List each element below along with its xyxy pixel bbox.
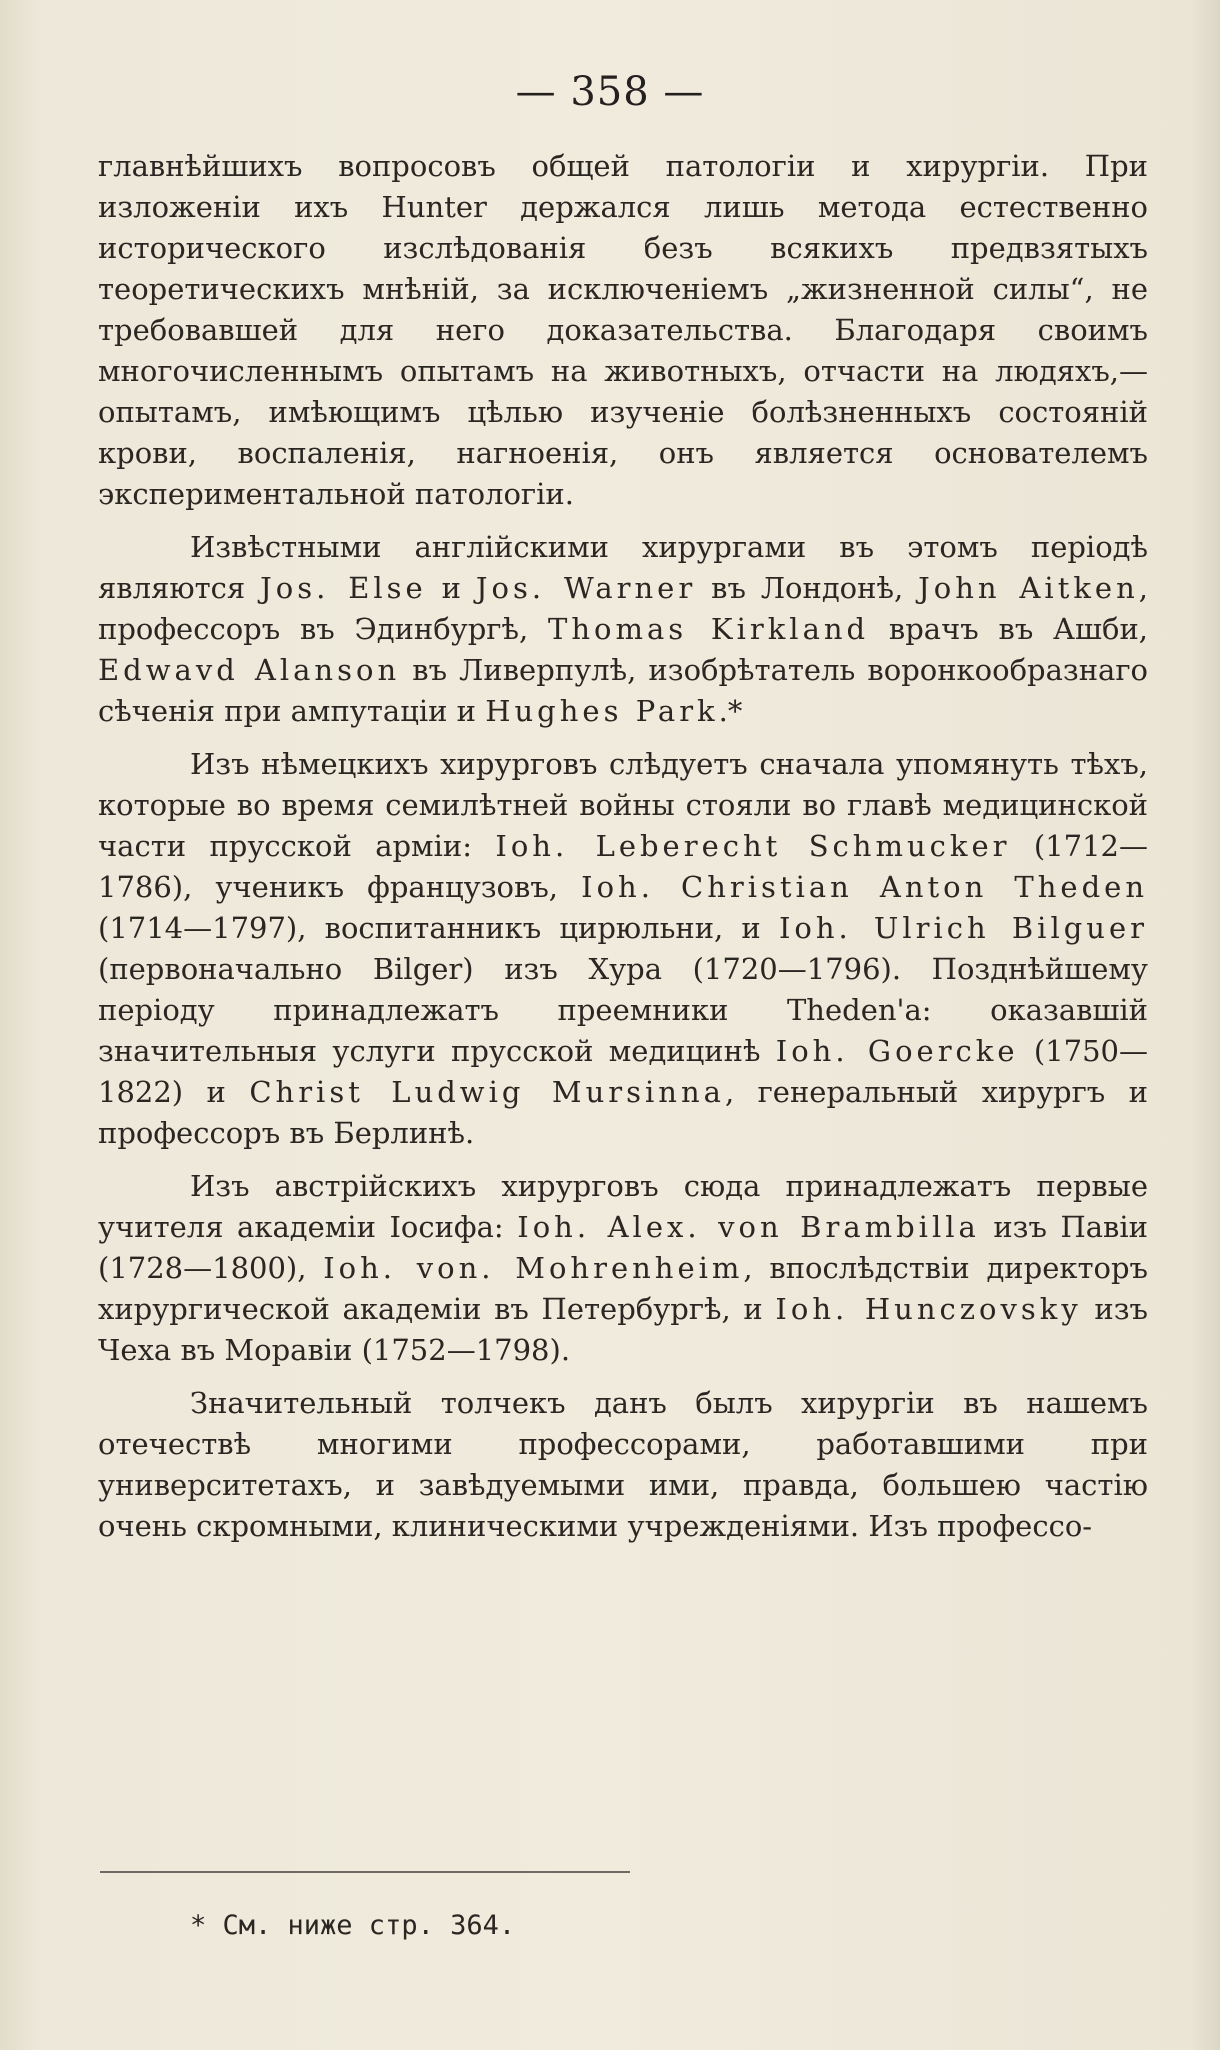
text-run: (1712—1786), ученикъ французовъ, (98, 829, 1148, 904)
proper-name: Ioh. Leberecht Schmucker (495, 829, 1011, 863)
text-run: , впослѣдствіи директоръ хирургической академіи въ Петербургѣ, и (98, 1251, 1149, 1326)
proper-name: Ioh. Ulrich Bilguer (778, 911, 1148, 945)
text-run: (1750—1822) и (98, 1034, 1148, 1109)
text-run: (1714—1797), воспитанникъ цирюльни, и (98, 911, 779, 945)
proper-name: Ioh. Hunczovsky (775, 1292, 1082, 1326)
proper-name: Thomas Kirkland (548, 612, 870, 646)
footnote-divider (100, 1871, 630, 1873)
page-number: — 358 — (515, 69, 705, 115)
text-run: и (426, 571, 476, 605)
proper-name: Jos. Warner (475, 571, 697, 605)
text-run: (первоначально Bilger) изъ Хура (1720—1796). Позднѣйшему періоду принадлежатъ преемники Theden'а: оказавшій значительныя услуги прусской медицинѣ (98, 952, 1148, 1068)
footnote: * См. ниже стр. 364. (190, 1910, 516, 1941)
proper-name: John Aitken (918, 571, 1139, 605)
text-run: изъ Павіи (1728—1800), (98, 1210, 1148, 1285)
text-run: изъ Чеха въ Моравіи (1752—1798). (98, 1292, 1148, 1367)
text-run: .* (718, 694, 743, 728)
paragraph (98, 1383, 1148, 1547)
proper-name: Jos. Else (260, 571, 427, 605)
text-run: , генеральный хирургъ и профессоръ въ Берлинѣ. (98, 1075, 1148, 1150)
body-text (98, 146, 1148, 1547)
proper-name: Ioh. Alex. von Brambilla (517, 1210, 980, 1244)
text-run: въ Лондонѣ, (696, 571, 919, 605)
proper-name: Hughes Park (485, 694, 719, 728)
proper-name: Edwavd Alanson (98, 653, 401, 687)
text-run: Извѣстными англійскими хирургами въ этомъ періодѣ являются (98, 530, 1148, 605)
text-run: главнѣйшихъ вопросовъ общей патологіи и хирургіи. При изложеніи ихъ Hunter держался лишь метода естественно исторического изслѣдованія безъ всякихъ предвзятыхъ теоретическихъ мнѣній, за исключеніемъ „жизненной силы“, не требовавшей для него доказательства. Благодаря своимъ многочисленнымъ опытамъ на животныхъ, отчасти на людяхъ,—опытамъ, имѣющимъ цѣлью изученіе болѣзненныхъ состояній крови, воспаленія, нагноенія, онъ является основателемъ экспериментальной патологіи. (98, 149, 1148, 511)
proper-name: Christ Ludwig Mursinna (249, 1075, 725, 1109)
paragraph (98, 744, 1148, 1154)
proper-name: Ioh. von. Mohrenheim (323, 1251, 744, 1285)
paragraph (98, 146, 1148, 515)
text-run: врачъ въ Ашби, (869, 612, 1148, 646)
text-run: Значительный толчекъ данъ былъ хирургіи въ нашемъ отечествѣ многими профессорами, работавшими при университетахъ, и завѣдуемыми ими, правда, большею частію очень скромными, клиническими учрежденіями. Изъ профессо- (98, 1386, 1148, 1543)
text-run: , профессоръ въ Эдинбургѣ, (98, 571, 1148, 646)
paragraph (98, 527, 1148, 732)
proper-name: Ioh. Goercke (775, 1034, 1019, 1068)
paragraph (98, 1166, 1148, 1371)
text-run: въ Ливерпулѣ, изобрѣтатель воронкообразнаго сѣченія при ампутаціи и (98, 653, 1149, 728)
proper-name: Ioh. Christian Anton Theden (581, 870, 1148, 904)
text-run: Изъ австрійскихъ хирурговъ сюда принадлежатъ первые учителя академіи Іосифа: (98, 1169, 1148, 1244)
text-run: Изъ нѣмецкихъ хирурговъ слѣдуетъ сначала упомянуть тѣхъ, которые во время семилѣтней войны стояли во главѣ медицинской части прусской арміи: (98, 747, 1148, 863)
